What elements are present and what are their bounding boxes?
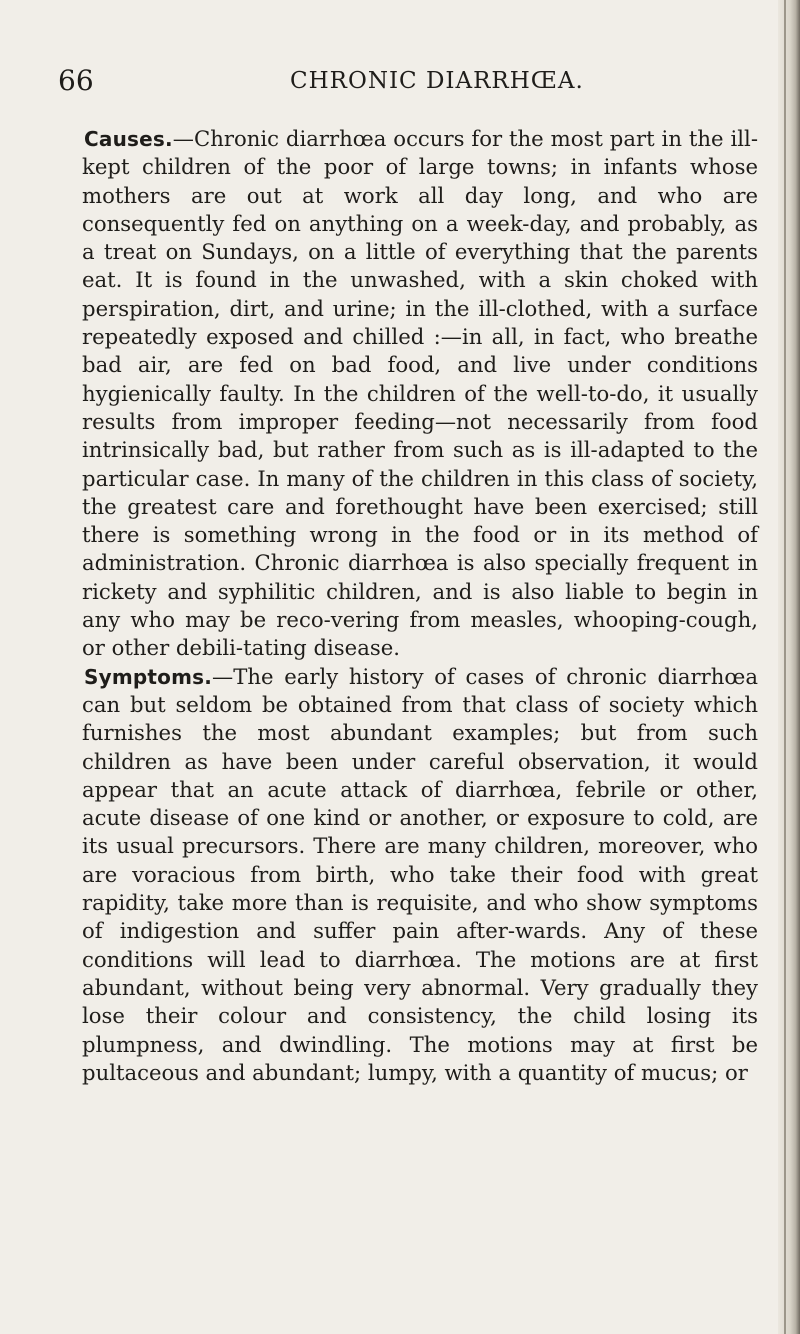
causes-paragraph: [82, 125, 758, 663]
page-gutter-shadow: [778, 0, 800, 1334]
causes-heading: Causes.: [84, 127, 173, 151]
running-title: CHRONIC DIARRHŒA.: [290, 68, 584, 94]
body-text: [82, 125, 758, 1087]
symptoms-heading: Symptoms.: [84, 664, 213, 689]
symptoms-paragraph: [82, 663, 758, 1087]
causes-body: —Chronic diarrhœa occurs for the most part in the ill-kept children of the poor of large towns; in infants whose mothers are out at work all day long, and who are consequently fed on anything on a week-day, and probably, as a treat on Sundays, on a little of everything that the parents eat. It is found in the unwashed, with a skin choked with perspiration, dirt, and urine; in the ill-clothed, with a surface repeatedly exposed and chilled :—in all, in fact, who breathe bad air, are fed on bad food, and live under conditions hygienically faulty. In the children of the well-to-do, it usually results from improper feeding—not necessarily from food intrinsically bad, but rather from such as is ill-adapted to the particular case. In many of the children in this class of society, the greatest care and forethought have been exercised; still there is something wrong in the food or in its method of administration. Chronic diarrhœa is also specially frequent in rickety and syphilitic children, and is also liable to begin in any who may be reco-vering from measles, whooping-cough, or other debili-tating disease.: [82, 126, 758, 661]
symptoms-body: —The early history of cases of chronic diarrhœa can but seldom be obtained from that class of society which furnishes the most abundant examples; but from such children as have been under careful observation, it would appear that an acute attack of diarrhœa, febrile or other, acute disease of one kind or another, or exposure to cold, are its usual precursors. There are many children, moreover, who are voracious from birth, who take their food with great rapidity, take more than is requisite, and who show symptoms of indigestion and suffer pain after-wards. Any of these conditions will lead to diarrhœa. The motions are at first abundant, without being very abnormal. Very gradually they lose their colour and consistency, the child losing its plumpness, and dwindling. The motions may at first be pultaceous and abundant; lumpy, with a quantity of mucus; or: [82, 663, 758, 1085]
page-gutter-line: [784, 0, 786, 1334]
page-number: 66: [58, 64, 94, 97]
page-header: [58, 64, 758, 104]
